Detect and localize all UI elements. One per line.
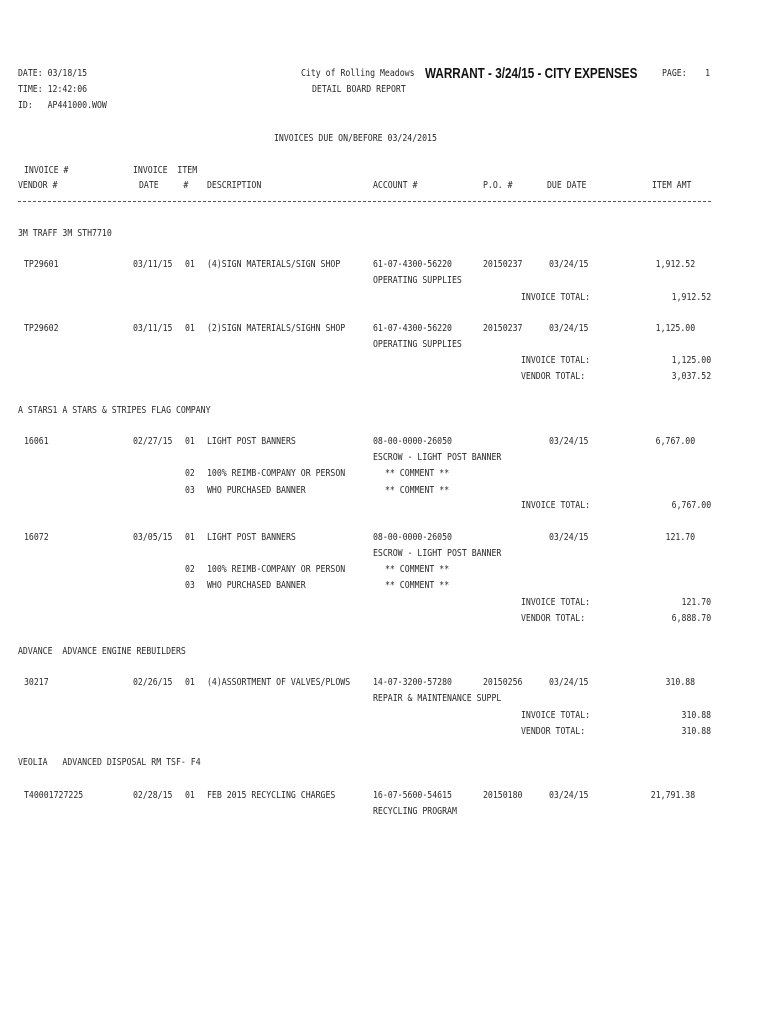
line-account: 14-07-3200-57280 — [373, 677, 452, 688]
invoice-number: TP29602 — [24, 323, 59, 334]
vendor-total-label: VENDOR TOTAL: — [521, 371, 586, 382]
line-item: 02 — [185, 564, 195, 575]
vendor-total-label: VENDOR TOTAL: — [521, 726, 586, 737]
line-amount: 1,912.52 — [655, 259, 695, 270]
line-po: 20150237 — [483, 323, 523, 334]
line-account-desc: ESCROW - LIGHT POST BANNER — [373, 548, 502, 559]
invoice-total: 1,125.00 — [671, 355, 711, 366]
line-date: 03/11/15 — [133, 323, 173, 334]
invoice-number: T40001727225 — [24, 790, 84, 801]
vendor-total: 6,888.70 — [671, 613, 711, 624]
invoice-total: 121.70 — [681, 597, 711, 608]
line-comment: ** COMMENT ** — [385, 564, 450, 575]
col-description: DESCRIPTION — [207, 180, 262, 191]
line-item: 01 — [185, 259, 195, 270]
line-due-date: 03/24/15 — [549, 790, 589, 801]
city-name: City of Rolling Meadows — [301, 68, 415, 79]
vendor-total: 310.88 — [681, 726, 711, 737]
col-account: ACCOUNT # — [373, 180, 418, 191]
invoice-total-label: INVOICE TOTAL: — [521, 500, 591, 511]
invoice-number: 30217 — [24, 677, 49, 688]
col-po: P.O. # — [483, 180, 513, 191]
invoice-total: 1,912.52 — [671, 292, 711, 303]
line-description: 100% REIMB-COMPANY OR PERSON — [207, 564, 346, 575]
vendor-heading: 3M TRAFF 3M STH7710 — [18, 228, 112, 239]
vendor-total: 3,037.52 — [671, 371, 711, 382]
report-subtitle: INVOICES DUE ON/BEFORE 03/24/2015 — [274, 133, 437, 144]
invoice-total-label: INVOICE TOTAL: — [521, 710, 591, 721]
line-description: WHO PURCHASED BANNER — [207, 485, 306, 496]
vendor-heading: VEOLIA ADVANCED DISPOSAL RM TSF- F4 — [18, 757, 201, 768]
line-item: 03 — [185, 580, 195, 591]
invoice-total-label: INVOICE TOTAL: — [521, 292, 591, 303]
line-item: 01 — [185, 532, 195, 543]
line-account: 08-00-0000-26050 — [373, 532, 452, 543]
line-due-date: 03/24/15 — [549, 436, 589, 447]
line-amount: 310.88 — [665, 677, 695, 688]
line-account: 61-07-4300-56220 — [373, 259, 452, 270]
line-item: 01 — [185, 323, 195, 334]
header-divider — [18, 201, 711, 202]
invoice-number: 16061 — [24, 436, 49, 447]
line-description: FEB 2015 RECYCLING CHARGES — [207, 790, 336, 801]
line-account-desc: RECYCLING PROGRAM — [373, 806, 457, 817]
line-comment: ** COMMENT ** — [385, 485, 450, 496]
line-account-desc: ESCROW - LIGHT POST BANNER — [373, 452, 502, 463]
line-item: 01 — [185, 790, 195, 801]
line-due-date: 03/24/15 — [549, 532, 589, 543]
line-po: 20150256 — [483, 677, 523, 688]
page-number: 1 — [705, 68, 710, 79]
line-due-date: 03/24/15 — [549, 323, 589, 334]
vendor-heading: A STARS1 A STARS & STRIPES FLAG COMPANY — [18, 405, 211, 416]
report-time: TIME: 12:42:06 — [18, 84, 88, 95]
invoice-total: 6,767.00 — [671, 500, 711, 511]
line-description: (2)SIGN MATERIALS/SIGHN SHOP — [207, 323, 346, 334]
report-date: DATE: 03/18/15 — [18, 68, 88, 79]
col-date-item: DATE # — [139, 180, 189, 191]
line-amount: 6,767.00 — [655, 436, 695, 447]
line-amount: 21,791.38 — [650, 790, 695, 801]
col-vendor-no: VENDOR # — [18, 180, 58, 191]
line-account: 08-00-0000-26050 — [373, 436, 452, 447]
line-date: 03/05/15 — [133, 532, 173, 543]
line-description: (4)SIGN MATERIALS/SIGN SHOP — [207, 259, 341, 270]
line-account: 61-07-4300-56220 — [373, 323, 452, 334]
line-account: 16-07-5600-54615 — [373, 790, 452, 801]
line-date: 02/26/15 — [133, 677, 173, 688]
report-id: ID: AP441000.WOW — [18, 100, 107, 111]
report-title: DETAIL BOARD REPORT — [312, 84, 406, 95]
line-account-desc: OPERATING SUPPLIES — [373, 339, 462, 350]
warrant-title: WARRANT - 3/24/15 - CITY EXPENSES — [425, 65, 638, 82]
line-description: WHO PURCHASED BANNER — [207, 580, 306, 591]
invoice-total-label: INVOICE TOTAL: — [521, 355, 591, 366]
line-item: 01 — [185, 677, 195, 688]
line-po: 20150237 — [483, 259, 523, 270]
line-due-date: 03/24/15 — [549, 259, 589, 270]
line-amount: 1,125.00 — [655, 323, 695, 334]
line-description: 100% REIMB-COMPANY OR PERSON — [207, 468, 346, 479]
line-date: 03/11/15 — [133, 259, 173, 270]
line-item: 03 — [185, 485, 195, 496]
line-item: 01 — [185, 436, 195, 447]
vendor-total-label: VENDOR TOTAL: — [521, 613, 586, 624]
line-due-date: 03/24/15 — [549, 677, 589, 688]
line-description: LIGHT POST BANNERS — [207, 532, 296, 543]
invoice-number: TP29601 — [24, 259, 59, 270]
line-po: 20150180 — [483, 790, 523, 801]
line-item: 02 — [185, 468, 195, 479]
page-label: PAGE: — [662, 68, 687, 79]
line-date: 02/28/15 — [133, 790, 173, 801]
line-comment: ** COMMENT ** — [385, 468, 450, 479]
invoice-total: 310.88 — [681, 710, 711, 721]
line-description: (4)ASSORTMENT OF VALVES/PLOWS — [207, 677, 351, 688]
line-description: LIGHT POST BANNERS — [207, 436, 296, 447]
col-item-amt: ITEM AMT — [652, 180, 692, 191]
col-invoice-no: INVOICE # — [24, 165, 69, 176]
col-due-date: DUE DATE — [547, 180, 587, 191]
invoice-number: 16072 — [24, 532, 49, 543]
line-account-desc: OPERATING SUPPLIES — [373, 275, 462, 286]
line-date: 02/27/15 — [133, 436, 173, 447]
line-comment: ** COMMENT ** — [385, 580, 450, 591]
invoice-total-label: INVOICE TOTAL: — [521, 597, 591, 608]
col-invoice-item: INVOICE ITEM — [133, 165, 198, 176]
line-amount: 121.70 — [665, 532, 695, 543]
vendor-heading: ADVANCE ADVANCE ENGINE REBUILDERS — [18, 646, 186, 657]
line-account-desc: REPAIR & MAINTENANCE SUPPL — [373, 693, 502, 704]
